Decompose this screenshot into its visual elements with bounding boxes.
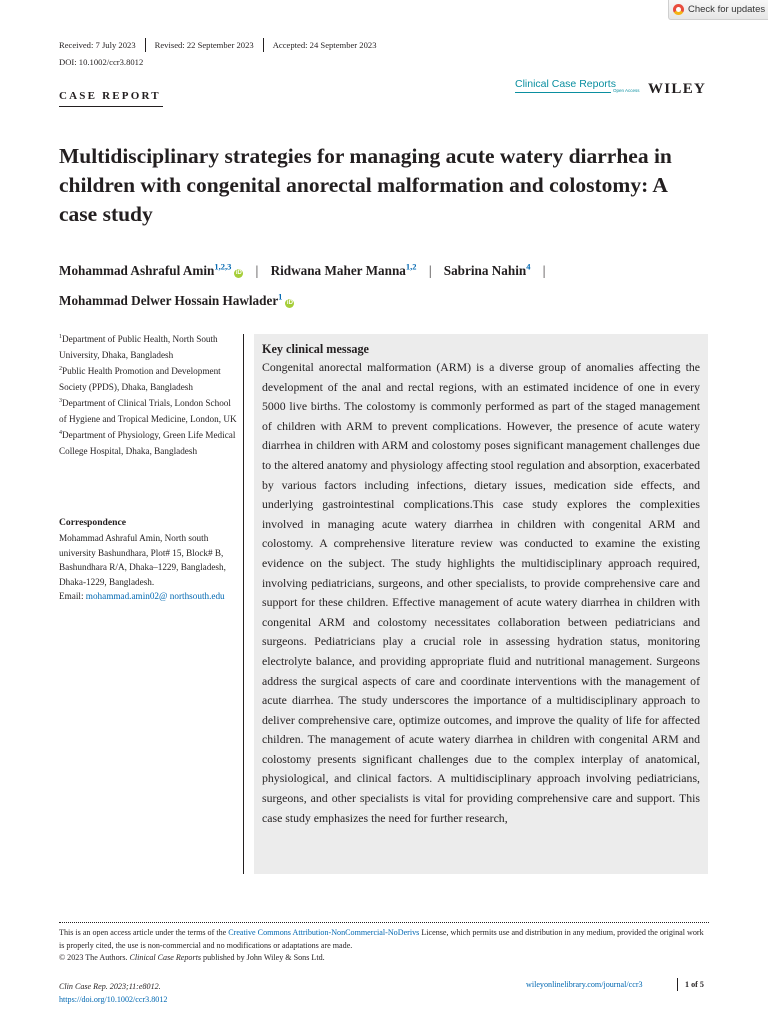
author-list	[59, 256, 719, 316]
correspondence-heading: Correspondence	[59, 517, 126, 528]
key-message-heading: Key clinical message	[262, 342, 369, 356]
author-separator: |	[428, 263, 432, 278]
affiliation-text: Department of Clinical Trials, London School of Hygiene and Tropical Medicine, London, UK	[59, 398, 237, 424]
citation-block	[59, 980, 167, 1006]
affiliation-item	[59, 364, 239, 395]
affiliation-number: 2	[59, 365, 62, 372]
license-text: This is an open access article under the terms of the	[59, 928, 229, 937]
check-updates-icon	[673, 4, 684, 15]
correspondence-email-link[interactable]: mohammad.amin02@ northsouth.edu	[85, 591, 225, 602]
journal-url-link[interactable]: wileyonlinelibrary.com/journal/ccr3	[526, 980, 643, 989]
citation-text: Clin Case Rep. 2023;11:e8012.	[59, 982, 161, 991]
revised-date: Revised: 22 September 2023	[154, 40, 254, 50]
author-name[interactable]: Ridwana Maher Manna	[270, 263, 406, 278]
affiliation-item	[59, 396, 239, 427]
copyright-text: © 2023 The Authors.	[59, 953, 130, 963]
open-access-label: Open Access	[613, 88, 640, 93]
article-doi: DOI: 10.1002/ccr3.8012	[59, 57, 144, 67]
orcid-icon[interactable]: iD	[235, 270, 242, 276]
affiliation-text: Department of Physiology, Green Life Medical College Hospital, Dhaka, Bangladesh	[59, 430, 236, 456]
date-divider	[145, 38, 146, 52]
correspondence-details	[59, 531, 239, 604]
author-affiliation-sup: 1	[278, 291, 283, 302]
footer-divider	[59, 922, 709, 923]
journal-name[interactable]: Clinical Case Reports	[515, 78, 616, 90]
page-divider	[677, 978, 678, 991]
affiliation-text: Department of Public Health, North South University, Dhaka, Bangladesh	[59, 334, 218, 360]
affiliations	[59, 332, 239, 460]
article-dates	[59, 38, 377, 52]
affiliation-text: Public Health Promotion and Development Society (PPDS), Dhaka, Bangladesh	[59, 366, 221, 392]
key-message-body: Congenital anorectal malformation (ARM) is a diverse group of anomalies affecting the development of the anal and rectal regions, with an estimated incidence of one in every 5000 live births. The colostomy is commonly performed as part of the staged management of children with ARM to prevent complications. However, the presence of acute watery diarrhea in children with ARM and colostomy poses significant management challenges due to the altered anatomy and physiology affecting stool regulation and absorption, exacerbated by various factors including infections, dietary issues, medication side effects, and underlying gastrointestinal complications.This case study explores the complexities involved in managing acute watery diarrhea in children with congenital ARM and colostomy. A comprehensive literature review was conducted to examine the existing evidence on the subject. The study highlights the multidisciplinary approach required, involving pediatricians, surgeons, and other specialists, to provide comprehensive care and support for these children. Effective management of acute watery diarrhea in children with congenital ARM and colostomy necessitates collaboration between pediatricians and surgeons. Pediatricians play a crucial role in assessing hydration status, monitoring electrolyte balance, and providing appropriate fluid and nutritional management. Surgeons address the surgical aspects of care and coordinate interventions with the management of acute diarrhea. The study underscores the importance of a multidisciplinary approach to deliver comprehensive care, optimize outcomes, and improve the quality of life for affected children. The management of acute watery diarrhea in children with congenital ARM and colostomy presents significant challenges due to the complex interplay of anatomical, physiological, and clinical factors. A multidisciplinary approach involving pediatricians, surgeons, and other specialists is vital for providing comprehensive care and support. This case study emphasizes the need for further research,	[262, 360, 700, 825]
license-text: License, which permits use and distribution in any medium, provided the original work is properly cited, the use is non-commercial and no modifications or adaptations are made.	[59, 928, 704, 950]
check-for-updates-label: Check for updates	[688, 4, 766, 15]
author-separator: |	[255, 263, 259, 278]
publisher-logo: WILEY	[648, 81, 707, 97]
license-notice	[59, 927, 709, 965]
copyright-journal: Clinical Case Reports	[129, 953, 202, 963]
email-label: Email:	[59, 591, 84, 602]
accepted-date: Accepted: 24 September 2023	[272, 40, 377, 50]
received-date: Received: 7 July 2023	[59, 40, 136, 50]
author-affiliation-sup: 1,2	[405, 261, 417, 272]
author-affiliation-sup: 1,2,3	[214, 261, 232, 272]
correspondence-address: Mohammad Ashraful Amin, North south university Bashundhara, Plot# 15, Block# B, Bashundhara R/A, Dhaka–1229, Bangladesh, Dhaka-1229, Bangladesh.	[59, 533, 226, 587]
key-clinical-message-box	[254, 334, 708, 874]
orcid-icon[interactable]: iD	[286, 300, 293, 306]
page-number: 1 of 5	[685, 980, 704, 989]
author-name[interactable]: Mohammad Delwer Hossain Hawlader	[59, 293, 279, 308]
affiliation-number: 3	[59, 397, 62, 404]
affiliation-number: 1	[59, 333, 62, 340]
article-title: Multidisciplinary strategies for managing acute watery diarrhea in children with congenital anorectal malformation and colostomy: A case study	[59, 144, 672, 226]
section-label: CASE REPORT	[59, 90, 161, 102]
affiliation-item	[59, 428, 239, 459]
affiliation-item	[59, 332, 239, 363]
license-link[interactable]: Creative Commons Attribution-NonCommercial-NoDerivs	[228, 928, 420, 937]
date-divider	[263, 38, 264, 52]
check-for-updates-button[interactable]	[668, 0, 768, 20]
author-name[interactable]: Sabrina Nahin	[443, 263, 527, 278]
journal-underline	[515, 92, 611, 93]
author-separator: |	[542, 263, 546, 278]
copyright-text: published by John Wiley & Sons Ltd.	[201, 953, 325, 963]
doi-link[interactable]: https://doi.org/10.1002/ccr3.8012	[59, 995, 168, 1004]
section-underline	[59, 106, 163, 107]
author-name[interactable]: Mohammad Ashraful Amin	[59, 263, 215, 278]
affiliation-number: 4	[59, 429, 62, 436]
author-affiliation-sup: 4	[526, 261, 531, 272]
column-divider	[243, 334, 244, 874]
